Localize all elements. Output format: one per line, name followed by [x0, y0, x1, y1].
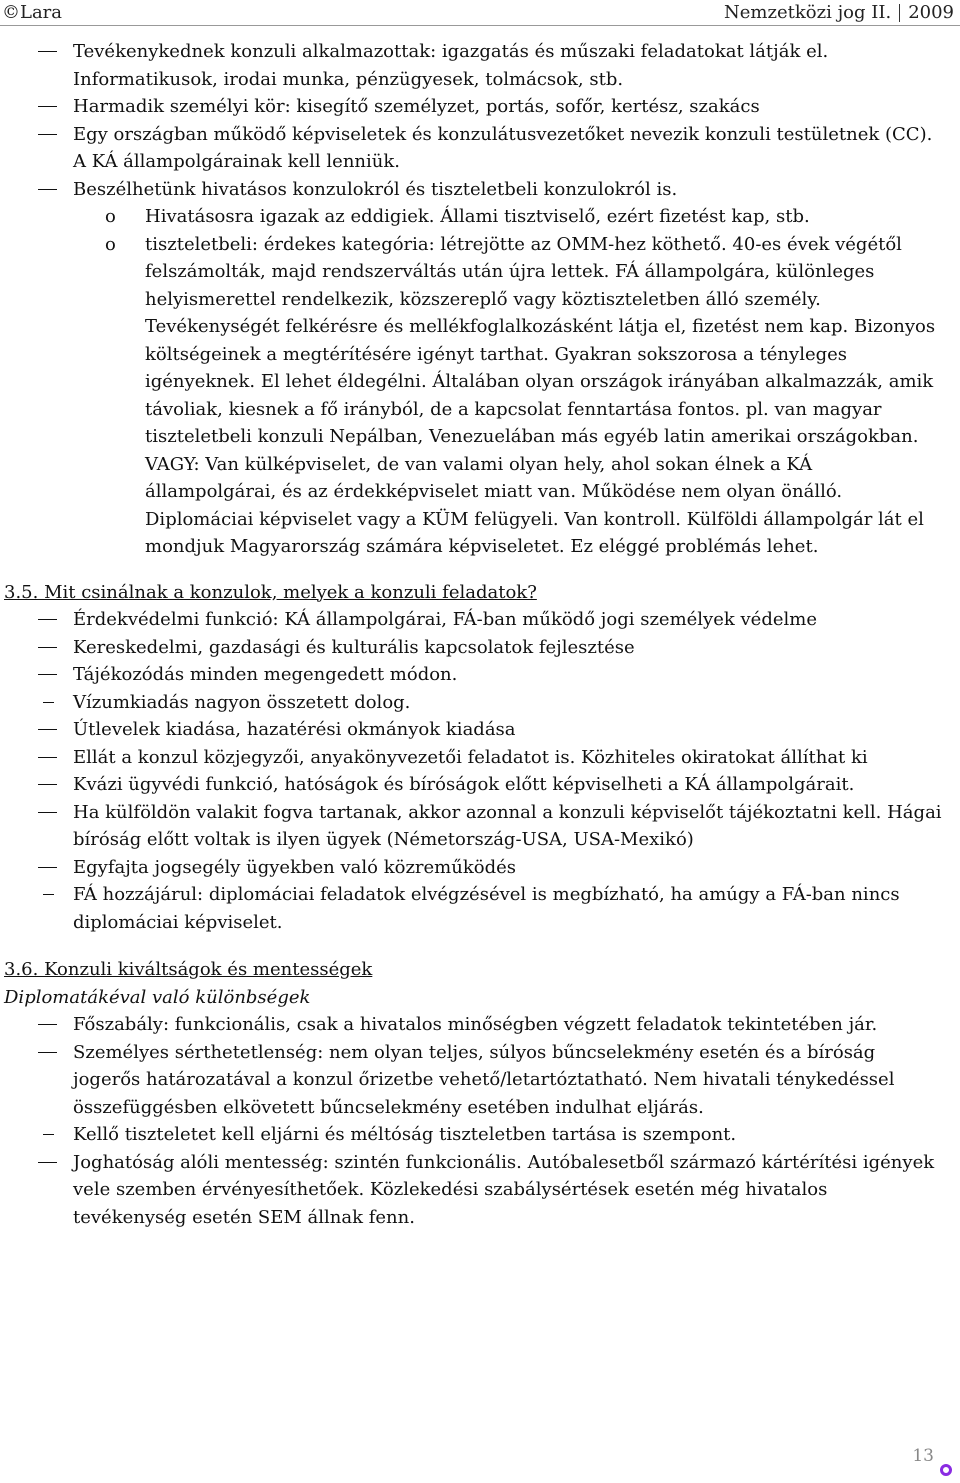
dash-bullet-icon [38, 1024, 57, 1025]
list-item [0, 854, 960, 882]
list-item-text: Egyfajta jogsegély ügyekben való közreműködés [73, 856, 516, 878]
dash-bullet-icon [38, 757, 57, 758]
list-item-text: Kellő tiszteletet kell eljárni és méltóság tiszteletben tartása is szempont. [73, 1124, 737, 1145]
list-item-text: Főszabály: funkcionális, csak a hivatalos minőségben végzett feladatok tekintetében jár. [73, 1014, 878, 1035]
list-item-text: Beszélhetünk hivatásos konzulokról és tiszteletbeli konzulokról is. [73, 178, 678, 200]
section-3-5-title: 3.5. Mit csinálnak a konzulok, melyek a konzuli feladatok? [4, 581, 537, 603]
list-item-text: Ellát a konzul közjegyzői, anyakönyvezetői feladatot is. Közhiteles okiratokat állíthat ki [73, 746, 868, 768]
header-course-title: Nemzetközi jog II. [724, 2, 892, 23]
sub-list-item [0, 203, 960, 231]
dash-bullet-icon [43, 702, 54, 703]
list-item [0, 771, 960, 799]
header-course [724, 2, 954, 23]
dash-bullet-icon [38, 1162, 57, 1163]
dash-bullet-icon [38, 812, 57, 813]
dash-bullet-icon [38, 189, 57, 190]
list-item [0, 881, 960, 936]
header-separator [899, 4, 900, 22]
list-item [0, 176, 960, 204]
dash-bullet-icon [38, 674, 57, 675]
sub-list-item [0, 231, 960, 561]
list-item-text: Egy országban működő képviseletek és konzulátusvezetőket nevezik konzuli testületnek (CC). A KÁ állampolgárainak kell lenniük. [73, 123, 933, 172]
list-item-text: Vízumkiadás nagyon összetett dolog. [73, 691, 411, 713]
list-item [0, 744, 960, 772]
consular-tasks-list [0, 606, 960, 936]
section-3-6-title: 3.6. Konzuli kiváltságok és mentességek [4, 959, 373, 980]
section-3-6-subtitle: Diplomatákéval való különbségek [4, 986, 311, 1008]
circle-bullet-icon: o [105, 233, 116, 255]
list-item-text: Joghatóság alóli mentesség: szintén funkcionális. Autóbalesetből származó kártérítési igények vele szemben érvényesíthetőek. Közlekedési szabálysértések esetén még hivatalos tevékenység esetén SEM állnak fenn. [73, 1151, 935, 1228]
list-item-text: Kereskedelmi, gazdasági és kulturális kapcsolatok fejlesztése [73, 636, 635, 658]
list-item [0, 93, 960, 121]
list-item-text: Kvázi ügyvédi funkció, hatóságok és bíróságok előtt képviselheti a KÁ állampolgárait. [73, 774, 855, 795]
dash-bullet-icon [38, 729, 57, 730]
dash-bullet-icon [38, 867, 57, 868]
list-item [0, 606, 960, 634]
list-item-text: Ha külföldön valakit fogva tartanak, akkor azonnal a konzuli képviselőt tájékoztatni kell. Hágai bíróság előtt voltak is ilyen ügyek (Németország-USA, USA-Mexikó) [73, 801, 942, 850]
consular-staff-list [0, 38, 960, 203]
list-item-text: Tájékozódás minden megengedett módon. [73, 664, 458, 685]
list-item-text: Útlevelek kiadása, hazatérési okmányok kiadása [73, 719, 516, 740]
dash-bullet-icon [38, 106, 57, 107]
list-item [0, 634, 960, 662]
list-item-text: Tevékenykednek konzuli alkalmazottak: igazgatás és műszaki feladatokat látják el. Informatikusok, irodai munka, pénzügyesek, tolmácsok, stb. [73, 41, 829, 90]
list-item-text: Érdekvédelmi funkció: KÁ állampolgárai, FÁ-ban működő jogi személyek védelme [73, 609, 817, 630]
list-item [0, 689, 960, 717]
list-item [0, 38, 960, 93]
dash-bullet-icon [38, 647, 57, 648]
sub-list-item-text: tiszteletbeli: érdekes kategória: létrejötte az OMM-hez köthető. 40-es évek végétől felszámolták, majd rendszerváltás után újra lettek. FÁ állampolgára, különleges helyismerettel rendelkezik, közszereplő vagy köztiszteletben álló személy. Tevékenységét felkérésre és mellékfoglalkozásként látja el, fizetést nem kap. Bizonyos költségeinek a megtérítésére igényt tarthat. Gyakran sokszorosa a tényleges igényeknek. El lehet éldegélni. Általában olyan országok irányában alkalmazzák, amik távoliak, kiesnek a fő irányból, de a kapcsolat fenntartása fontos. pl. van magyar tiszteletbeli konzuli Nepálban, Venezuelában más egyéb latin amerikai országokban. VAGY: Van külképviselet, de van valami olyan hely, ahol sokan élnek a KÁ állampolgárai, és az érdekképviselet miatt van. Működése nem olyan önálló. Diplomáciai képviselet vagy a KÜM felügyeli. Van kontroll. Külföldi állampolgár lát el mondjuk Magyarország számára képviseletet. Ez eléggé problémás lehet. [145, 233, 936, 557]
list-item-text: Harmadik személyi kör: kisegítő személyzet, portás, sofőr, kertész, szakács [73, 96, 760, 117]
list-item [0, 1121, 960, 1149]
list-item [0, 1011, 960, 1039]
header-rule [0, 25, 960, 26]
list-item-text: FÁ hozzájárul: diplomáciai feladatok elvégzésével is megbízható, ha amúgy a FÁ-ban nincs diplomáciai képviselet. [73, 884, 900, 933]
list-item [0, 1039, 960, 1122]
list-item [0, 716, 960, 744]
dash-bullet-icon [38, 619, 57, 620]
circle-bullet-icon: o [105, 206, 116, 227]
sub-list-item-text: Hivatásosra igazak az eddigiek. Állami tisztviselő, ezért fizetést kap, stb. [145, 206, 810, 227]
list-item [0, 121, 960, 176]
dash-bullet-icon [38, 784, 57, 785]
dash-bullet-icon [38, 1052, 57, 1053]
list-item [0, 1149, 960, 1232]
document-body [0, 38, 960, 1231]
dash-bullet-icon [38, 134, 57, 135]
header-year: 2009 [908, 2, 954, 23]
list-item [0, 661, 960, 689]
consular-privileges-list [0, 1011, 960, 1231]
list-item-text: Személyes sérthetetlenség: nem olyan teljes, súlyos bűncselekmény esetén és a bíróság jogerős határozatával a konzul őrizetbe vehető/letartóztatható. Nem hivatali ténykedéssel összefüggésben elkövetett bűncselekmény esetében indulhat eljárás. [73, 1041, 895, 1118]
dash-bullet-icon [43, 894, 54, 895]
dash-bullet-icon [38, 51, 57, 52]
circle-icon [940, 1464, 952, 1476]
header-author: ©Lara [2, 2, 63, 23]
list-item [0, 799, 960, 854]
consul-types-sublist [0, 203, 960, 561]
dash-bullet-icon [43, 1134, 54, 1135]
page-number: 13 [912, 1446, 934, 1466]
